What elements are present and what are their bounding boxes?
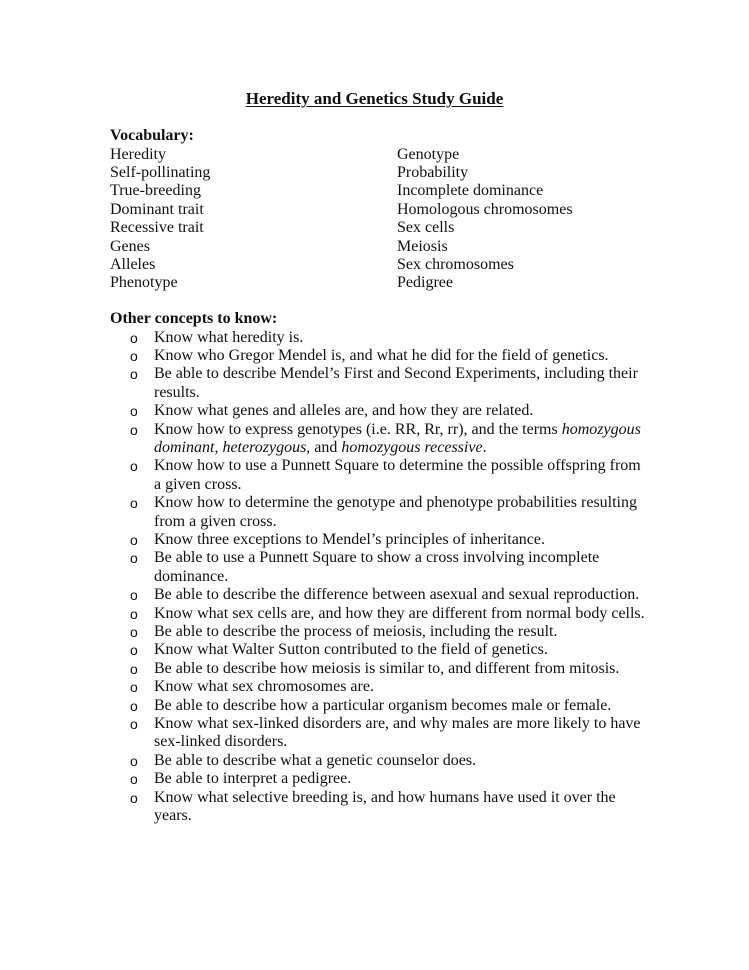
concept-text: Be able to describe the process of meiosis, including the result. (154, 623, 558, 640)
bullet-icon: o (130, 624, 138, 640)
concept-item (130, 697, 650, 715)
concept-item (130, 531, 650, 549)
vocab-term: Sex cells (397, 219, 455, 237)
concept-item (130, 329, 650, 347)
bullet-icon: o (130, 716, 138, 733)
concept-text: Know what sex cells are, and how they are different from normal body cells. (154, 604, 645, 622)
vocab-term: Dominant trait (110, 200, 204, 218)
concept-text: Be able to describe what a genetic counselor does. (154, 751, 477, 769)
concept-text: Be able to interpret a pedigree. (154, 770, 352, 788)
concept-text: Be able to describe Mendel’s First and Second Experiments, including their results. (154, 365, 638, 401)
concept-text: Be able to describe the difference between asexual and sexual reproduction. (154, 586, 640, 604)
concept-item (130, 457, 650, 494)
concept-text-part: Know how to express genotypes (i.e. RR, Rr, rr), and the terms (154, 420, 562, 438)
concept-text: Be able to use a Punnett Square to show a cross involving incomplete dominance. (154, 549, 600, 585)
concept-text-part: , (214, 438, 223, 456)
concept-text-part: , and (306, 438, 342, 456)
bullet-icon: o (130, 605, 138, 622)
concept-item (130, 402, 650, 420)
bullet-icon: o (130, 697, 138, 714)
concept-text: Know what genes and alleles are, and how they are related. (154, 402, 534, 420)
concept-item (130, 641, 650, 659)
vocab-term: Incomplete dominance (397, 182, 544, 200)
concepts-heading: Other concepts to know: (110, 310, 278, 327)
concept-text: Know how to determine the genotype and phenotype probabilities resulting from a given cross. (154, 494, 637, 530)
vocab-term: Phenotype (110, 274, 178, 292)
term-homozygous-recessive: homozygous recessive (341, 438, 483, 456)
concept-item (130, 586, 650, 604)
vocab-term: Genes (110, 237, 150, 255)
vocab-term: Meiosis (397, 237, 448, 255)
concept-text: Know what selective breeding is, and how humans have used it over the years. (154, 788, 616, 825)
concept-text: Know three exceptions to Mendel’s principles of inheritance. (154, 530, 545, 548)
vocab-term: Pedigree (397, 274, 453, 292)
bullet-icon: o (130, 789, 138, 806)
concept-item (130, 623, 650, 641)
bullet-icon: o (130, 347, 138, 364)
vocabulary-list-right (397, 146, 573, 293)
vocab-term: True-breeding (110, 182, 201, 200)
bullet-icon: o (130, 679, 138, 696)
concept-text: Know how to use a Punnett Square to determine the possible offspring from a given cross. (154, 457, 641, 493)
concept-item (130, 421, 650, 458)
bullet-icon: o (130, 495, 138, 512)
concept-text: Know what sex chromosomes are. (154, 678, 374, 696)
concept-item (130, 770, 650, 788)
concept-text: Be able to describe how a particular organism becomes male or female. (154, 696, 612, 714)
concept-item (130, 347, 650, 365)
vocabulary-heading: Vocabulary: (110, 127, 194, 144)
vocab-term: Homologous chromosomes (397, 200, 573, 218)
concept-text-part: . (482, 438, 487, 456)
bullet-icon: o (130, 771, 138, 788)
vocabulary-list-left (110, 146, 210, 293)
concept-text: Know what sex-linked disorders are, and why males are more likely to have sex-linked disorders. (154, 715, 641, 751)
bullet-icon: o (130, 421, 138, 438)
concept-text: Know what Walter Sutton contributed to the field of genetics. (154, 641, 548, 659)
term-heterozygous: heterozygous (222, 438, 307, 456)
bullet-icon: o (130, 366, 138, 383)
bullet-icon: o (130, 458, 138, 475)
vocab-term: Probability (397, 163, 469, 181)
vocab-term: Self-pollinating (110, 163, 211, 181)
bullet-icon: o (130, 550, 138, 567)
concept-item (130, 752, 650, 770)
vocab-term: Genotype (397, 145, 460, 163)
bullet-icon: o (130, 531, 138, 548)
vocab-term: Heredity (110, 145, 166, 163)
concept-item (130, 605, 650, 623)
term-homozygous-dominant: homozygous dominant (154, 420, 641, 456)
bullet-icon: o (130, 587, 138, 604)
vocab-term: Alleles (110, 255, 156, 273)
concept-item (130, 365, 650, 402)
concept-item (130, 715, 650, 752)
vocab-term: Sex chromosomes (397, 255, 514, 273)
concept-text: Know what heredity is. (154, 328, 304, 346)
concept-text: Know who Gregor Mendel is, and what he did for the field of genetics. (154, 346, 609, 364)
bullet-icon: o (130, 660, 138, 677)
concept-text (154, 421, 641, 456)
bullet-icon: o (130, 642, 138, 659)
bullet-icon: o (130, 752, 138, 769)
bullet-icon: o (130, 329, 138, 346)
concepts-list (130, 329, 650, 826)
document-title: Heredity and Genetics Study Guide (245, 89, 504, 108)
concept-item (130, 678, 650, 696)
concept-item (130, 789, 650, 826)
vocab-term: Recessive trait (110, 219, 204, 237)
concept-text: Be able to describe how meiosis is similar to, and different from mitosis. (154, 659, 620, 677)
concept-item (130, 549, 650, 586)
concept-item (130, 494, 650, 531)
concept-item (130, 660, 650, 678)
bullet-icon: o (130, 403, 138, 420)
